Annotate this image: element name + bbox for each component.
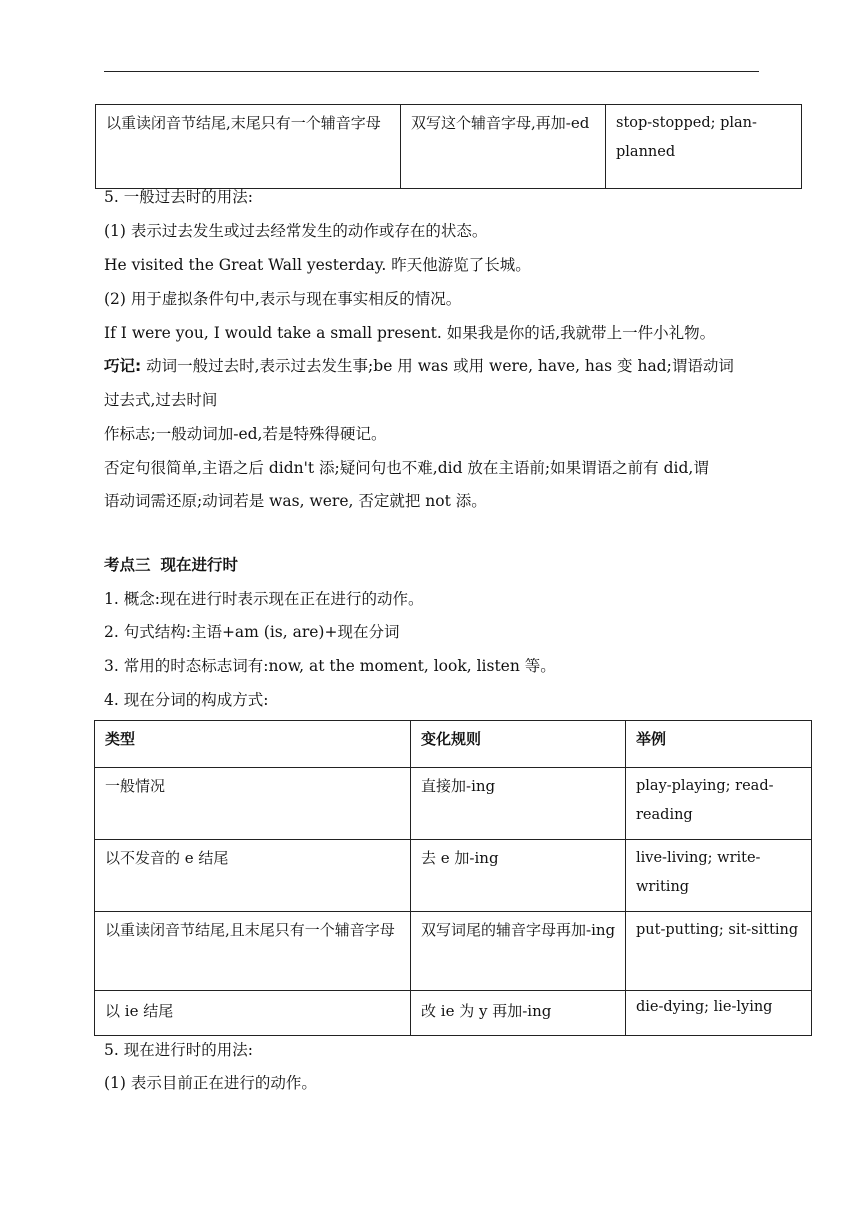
table-row: [95, 991, 812, 1036]
table-row: [95, 912, 812, 991]
table-cell-example: die-dying; lie-lying: [626, 991, 812, 1036]
table-cell-rule: 双写词尾的辅音字母再加-ing: [411, 912, 626, 991]
table-row: [96, 105, 802, 189]
table-cell-type: 以 ie 结尾: [95, 991, 411, 1036]
mnemonic-line-2: 过去式,过去时间: [104, 391, 218, 409]
section-5-title: 5. 一般过去时的用法:: [104, 188, 253, 206]
header-example: 举例: [626, 721, 812, 768]
example-1: He visited the Great Wall yesterday. 昨天他游览了长城。: [104, 256, 531, 274]
point-2: 2. 句式结构:主语+am (is, are)+现在分词: [104, 623, 400, 641]
table-cell-example: play-playing; read-reading: [626, 768, 812, 840]
usage-2: (2) 用于虚拟条件句中,表示与现在事实相反的情况。: [104, 290, 462, 308]
table-cell-rule: 去 e 加-ing: [411, 840, 626, 912]
table-cell-example: stop-stopped; plan-planned: [606, 105, 802, 189]
section-label: 考点三: [104, 556, 151, 574]
table-cell-example: put-putting; sit-sitting: [626, 912, 812, 991]
present-participle-table: [94, 720, 812, 1036]
table-cell-type: 以重读闭音节结尾,且末尾只有一个辅音字母: [95, 912, 411, 991]
table-cell-type: 以不发音的 e 结尾: [95, 840, 411, 912]
header-type: 类型: [95, 721, 411, 768]
table-cell-type: 以重读闭音节结尾,末尾只有一个辅音字母: [96, 105, 401, 189]
example-2: If I were you, I would take a small present. 如果我是你的话,我就带上一件小礼物。: [104, 324, 716, 342]
section-heading: [104, 555, 238, 575]
point-4: 4. 现在分词的构成方式:: [104, 691, 269, 709]
header-rule: 变化规则: [411, 721, 626, 768]
section-5b-title: 5. 现在进行时的用法:: [104, 1041, 253, 1059]
table-cell-rule: 双写这个辅音字母,再加-ed: [401, 105, 606, 189]
mnemonic-line-4: 否定句很简单,主语之后 didn't 添;疑问句也不难,did 放在主语前;如果谓语之前有 did,谓: [104, 459, 709, 477]
mnemonic-label: 巧记:: [104, 357, 142, 375]
table-cell-rule: 改 ie 为 y 再加-ing: [411, 991, 626, 1036]
table-cell-type: 一般情况: [95, 768, 411, 840]
table-cell-example: live-living; write-writing: [626, 840, 812, 912]
point-1: 1. 概念:现在进行时表示现在正在进行的动作。: [104, 590, 424, 608]
mnemonic-line-1: [104, 356, 734, 376]
mnemonic-line-3: 作标志;一般动词加-ed,若是特殊得硬记。: [104, 425, 387, 443]
point-3: 3. 常用的时态标志词有:now, at the moment, look, listen 等。: [104, 657, 556, 675]
table-row: [95, 768, 812, 840]
mnemonic-text: 动词一般过去时,表示过去发生事;be 用 was 或用 were, have, has 变 had;谓语动词: [141, 357, 734, 375]
header-rule: [104, 71, 759, 72]
past-tense-rule-table: [95, 104, 802, 189]
mnemonic-line-5: 语动词需还原;动词若是 was, were, 否定就把 not 添。: [104, 492, 487, 510]
section-title: 现在进行时: [160, 556, 239, 574]
table-cell-rule: 直接加-ing: [411, 768, 626, 840]
table-header-row: [95, 721, 812, 768]
usage-1: (1) 表示过去发生或过去经常发生的动作或存在的状态。: [104, 222, 488, 240]
table-row: [95, 840, 812, 912]
usage-3: (1) 表示目前正在进行的动作。: [104, 1074, 317, 1092]
